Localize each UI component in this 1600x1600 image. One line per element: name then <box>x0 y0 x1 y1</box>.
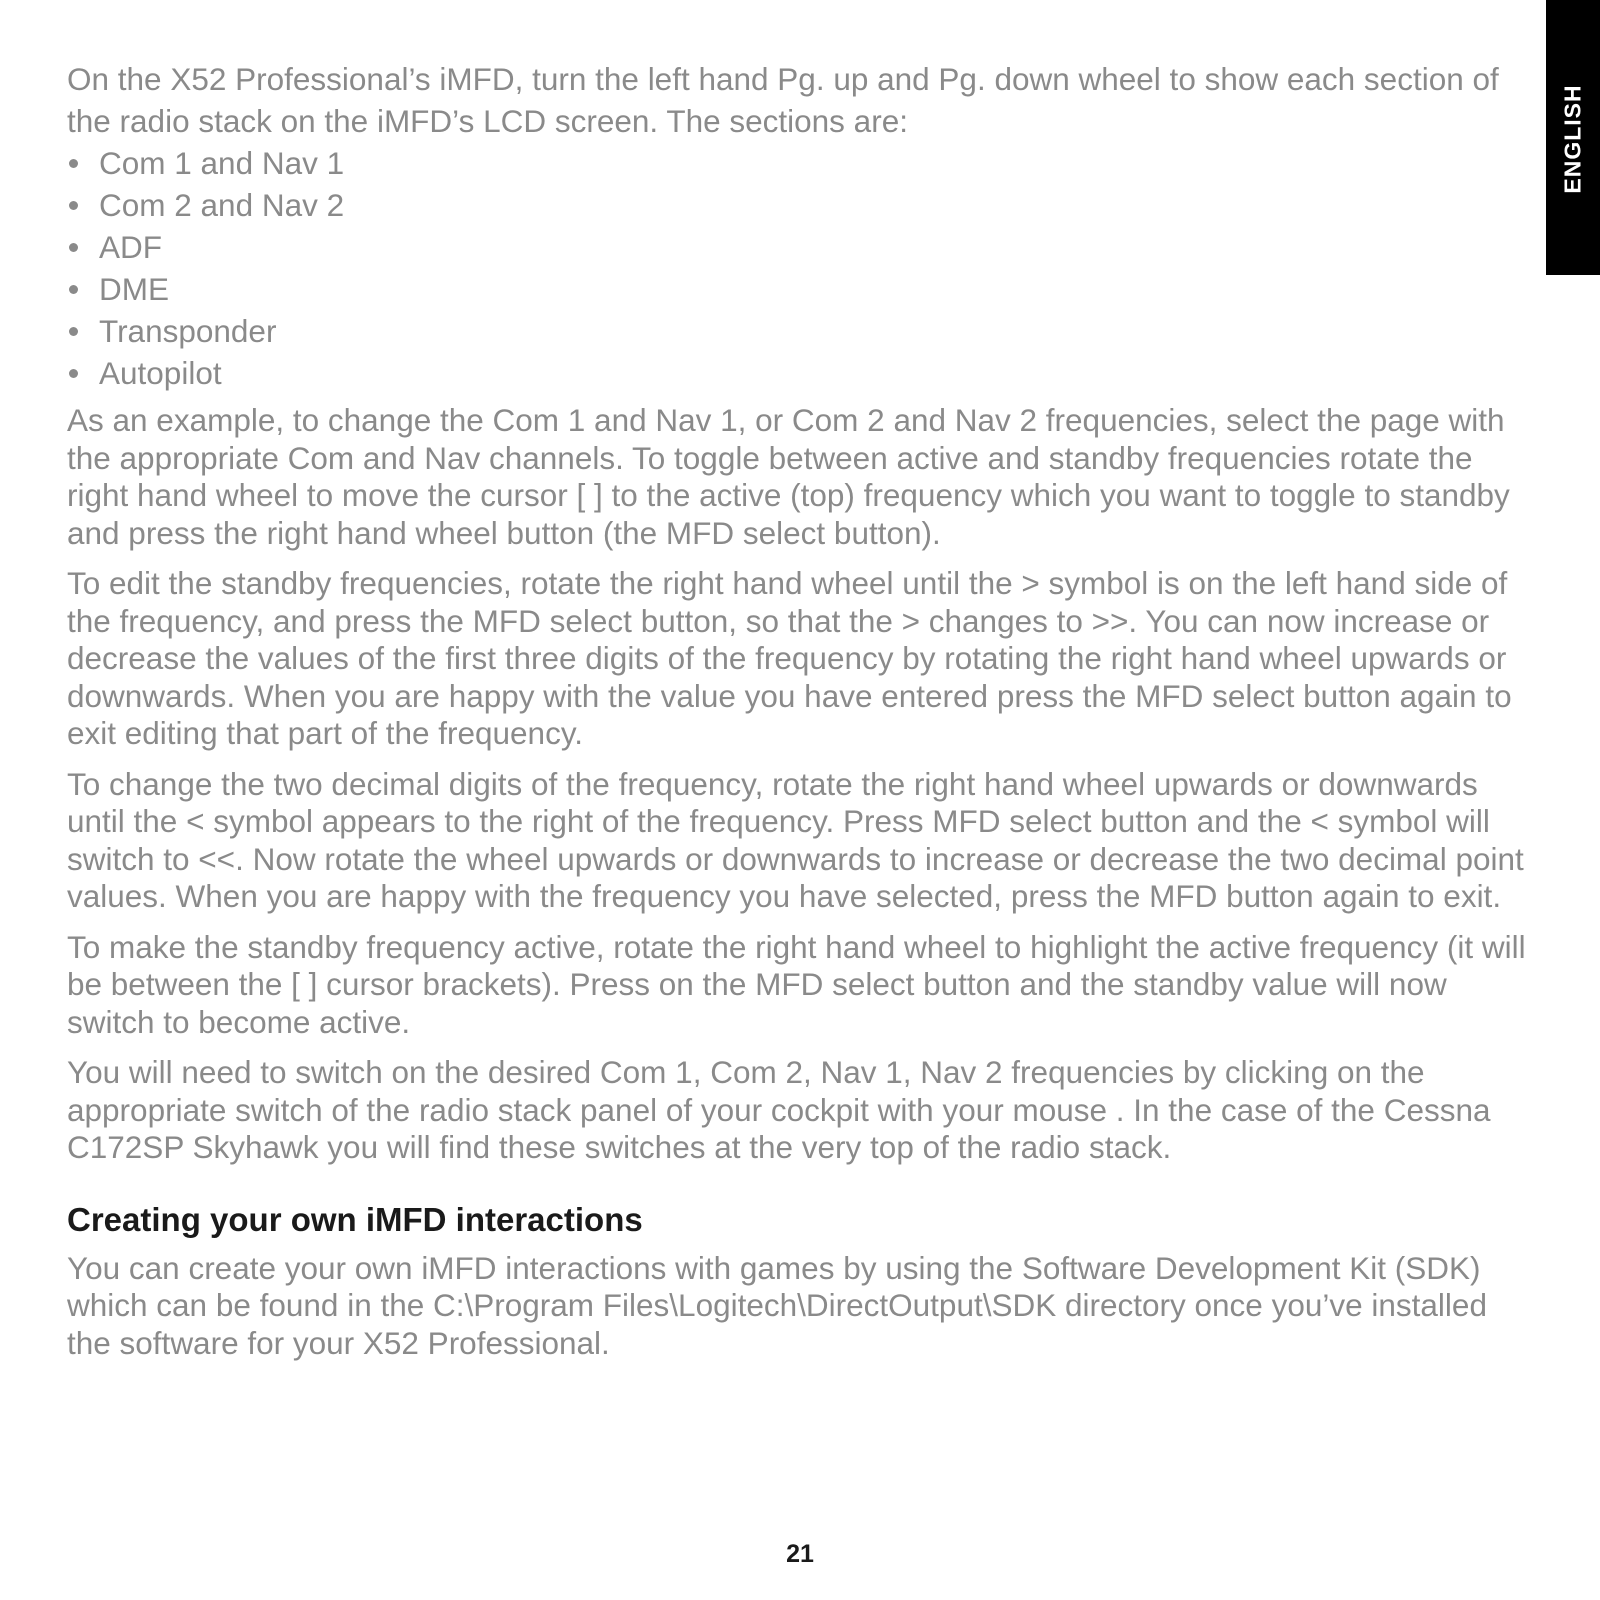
page-number: 21 <box>786 1540 814 1568</box>
list-item <box>67 352 1537 394</box>
bullet-icon <box>69 201 78 210</box>
edit-standby-paragraph: To edit the standby frequencies, rotate the right hand wheel until the > symbol is on the left hand side of the frequency, and press the MFD select button, so that the > changes to >>. You can now increase or decrease the values of the first three digits of the frequency by rotating the right hand wheel upwards or downwards. When you are happy with the value you have entered press the MFD select button again to exit editing that part of the frequency. <box>67 565 1512 751</box>
section-heading: Creating your own iMFD interactions <box>67 1200 643 1238</box>
list-item-label: Com 1 and Nav 1 <box>99 145 345 181</box>
list-item-label: Com 2 and Nav 2 <box>99 187 345 223</box>
list-item <box>67 184 1537 226</box>
page-content <box>67 58 1537 1375</box>
list-item <box>67 310 1537 352</box>
make-active-paragraph: To make the standby frequency active, rotate the right hand wheel to highlight the active frequency (it will be between the [ ] cursor brackets). Press on the MFD select button and the standby value will now switch to become active. <box>67 928 1526 1040</box>
list-item-label: DME <box>99 271 169 307</box>
bullet-icon <box>69 369 78 378</box>
language-tab-label: ENGLISH <box>1559 84 1586 194</box>
list-item <box>67 268 1537 310</box>
list-item <box>67 142 1537 184</box>
intro-paragraph: On the X52 Professional’s iMFD, turn the left hand Pg. up and Pg. down wheel to show each section of the radio stack on the iMFD’s LCD screen. The sections are: <box>67 61 1499 139</box>
list-item <box>67 226 1537 268</box>
sdk-paragraph: You can create your own iMFD interactions with games by using the Software Development Kit (SDK) which can be found in the C:\Program Files\Logitech\DirectOutput\SDK directory once you’ve installed the software for your X52 Professional. <box>67 1249 1487 1361</box>
example-paragraph: As an example, to change the Com 1 and Nav 1, or Com 2 and Nav 2 frequencies, select the page with the appropriate Com and Nav channels. To toggle between active and standby frequencies rotate the right hand wheel to move the cursor [ ] to the active (top) frequency which you want to toggle to standby and press the right hand wheel button (the MFD select button). <box>67 402 1510 551</box>
bullet-icon <box>69 243 78 252</box>
bullet-icon <box>69 285 78 294</box>
list-item-label: Transponder <box>99 313 277 349</box>
decimal-digits-paragraph: To change the two decimal digits of the frequency, rotate the right hand wheel upwards or downwards until the < symbol appears to the right of the frequency. Press MFD select button and the < symbol will switch to <<. Now rotate the wheel upwards or downwards to increase or decrease the two decimal point values. When you are happy with the frequency you have selected, press the MFD button again to exit. <box>67 765 1524 914</box>
switch-on-paragraph: You will need to switch on the desired Com 1, Com 2, Nav 1, Nav 2 frequencies by clicking on the appropriate switch of the radio stack panel of your cockpit with your mouse . In the case of the Cessna C172SP Skyhawk you will find these switches at the very top of the radio stack. <box>67 1054 1491 1165</box>
bullet-icon <box>69 327 78 336</box>
language-tab <box>1546 0 1600 275</box>
sections-list <box>67 142 1537 394</box>
list-item-label: ADF <box>99 229 162 265</box>
bullet-icon <box>69 159 78 168</box>
list-item-label: Autopilot <box>99 355 222 391</box>
